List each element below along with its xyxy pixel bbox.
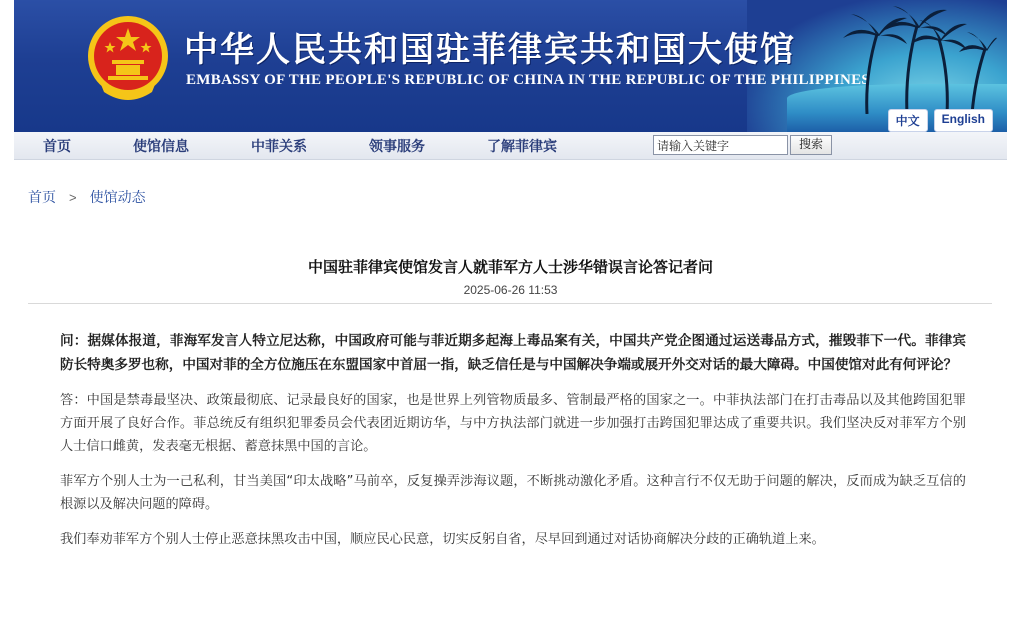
search-input[interactable]: 请输入关键字 bbox=[653, 135, 788, 155]
article-question: 问：据媒体报道，菲海军发言人特立尼达称，中国政府可能与菲近期多起海上毒品案有关，中国共产党企图通过运送毒品方式，摧毁菲下一代。菲律宾防长特奥多罗也称，中国对菲的全方位施压在东盟国家中首屈一指，缺乏信任是与中国解决争端或展开外交对话的最大障碍。中国使馆对此有何评论？ bbox=[60, 333, 966, 373]
national-emblem-icon bbox=[86, 12, 170, 106]
breadcrumb-home-link[interactable]: 首页 bbox=[28, 189, 56, 205]
breadcrumb bbox=[28, 187, 146, 207]
embassy-title-chinese: 中华人民共和国驻菲律宾共和国大使馆 bbox=[184, 30, 796, 70]
article-date: 2025-06-26 11:53 bbox=[463, 283, 558, 297]
lang-english-button[interactable]: English bbox=[934, 109, 993, 132]
article-body bbox=[60, 329, 966, 563]
lang-chinese-button[interactable]: 中文 bbox=[888, 109, 928, 132]
nav-item-home[interactable]: 首页 bbox=[43, 137, 71, 154]
breadcrumb-separator-icon: > bbox=[69, 189, 77, 205]
article-answer-paragraph-1: 答：中国是禁毒最坚决、政策最彻底、记录最良好的国家，也是世界上列管物质最多、管制最严格的国家之一。中菲执法部门在打击毒品以及其他跨国犯罪方面开展了良好合作。菲总统反有组织犯罪委员会代表团近期访华，与中方执法部门就进一步加强打击跨国犯罪达成了重要共识。我们坚决反对菲军方个别人士信口雌黄，发表毫无根据、蓄意抹黑中国的言论。 bbox=[60, 393, 966, 454]
nav-item-china-philippines-relations[interactable]: 中菲关系 bbox=[251, 137, 307, 154]
breadcrumb-current-link[interactable]: 使馆动态 bbox=[89, 189, 146, 205]
language-switch bbox=[888, 109, 993, 132]
nav-item-consular-services[interactable]: 领事服务 bbox=[369, 137, 425, 154]
article-title: 中国驻菲律宾使馆发言人就菲军方人士涉华错误言论答记者问 bbox=[307, 258, 713, 276]
header-banner bbox=[14, 0, 1007, 132]
main-nav bbox=[14, 132, 1007, 160]
embassy-title-english: EMBASSY OF THE PEOPLE'S REPUBLIC OF CHINA IN THE REPUBLIC OF THE PHILIPPINES bbox=[186, 72, 871, 88]
nav-item-embassy-info[interactable]: 使馆信息 bbox=[133, 137, 189, 154]
search-button[interactable]: 搜索 bbox=[790, 135, 832, 155]
article-answer-paragraph-2: 菲军方个别人士为一己私利，甘当美国“印太战略”马前卒，反复操弄涉海议题，不断挑动激化矛盾。这种言行不仅无助于问题的解决，反而成为缺乏互信的根源以及解决问题的障碍。 bbox=[60, 474, 966, 512]
article-answer-paragraph-3: 我们奉劝菲军方个别人士停止恶意抹黑攻击中国，顺应民心民意，切实反躬自省，尽早回到通过对话协商解决分歧的正确轨道上来。 bbox=[60, 532, 825, 547]
title-divider bbox=[28, 303, 992, 304]
nav-item-about-philippines[interactable]: 了解菲律宾 bbox=[487, 137, 557, 154]
palm-trees-icon bbox=[807, 4, 997, 114]
